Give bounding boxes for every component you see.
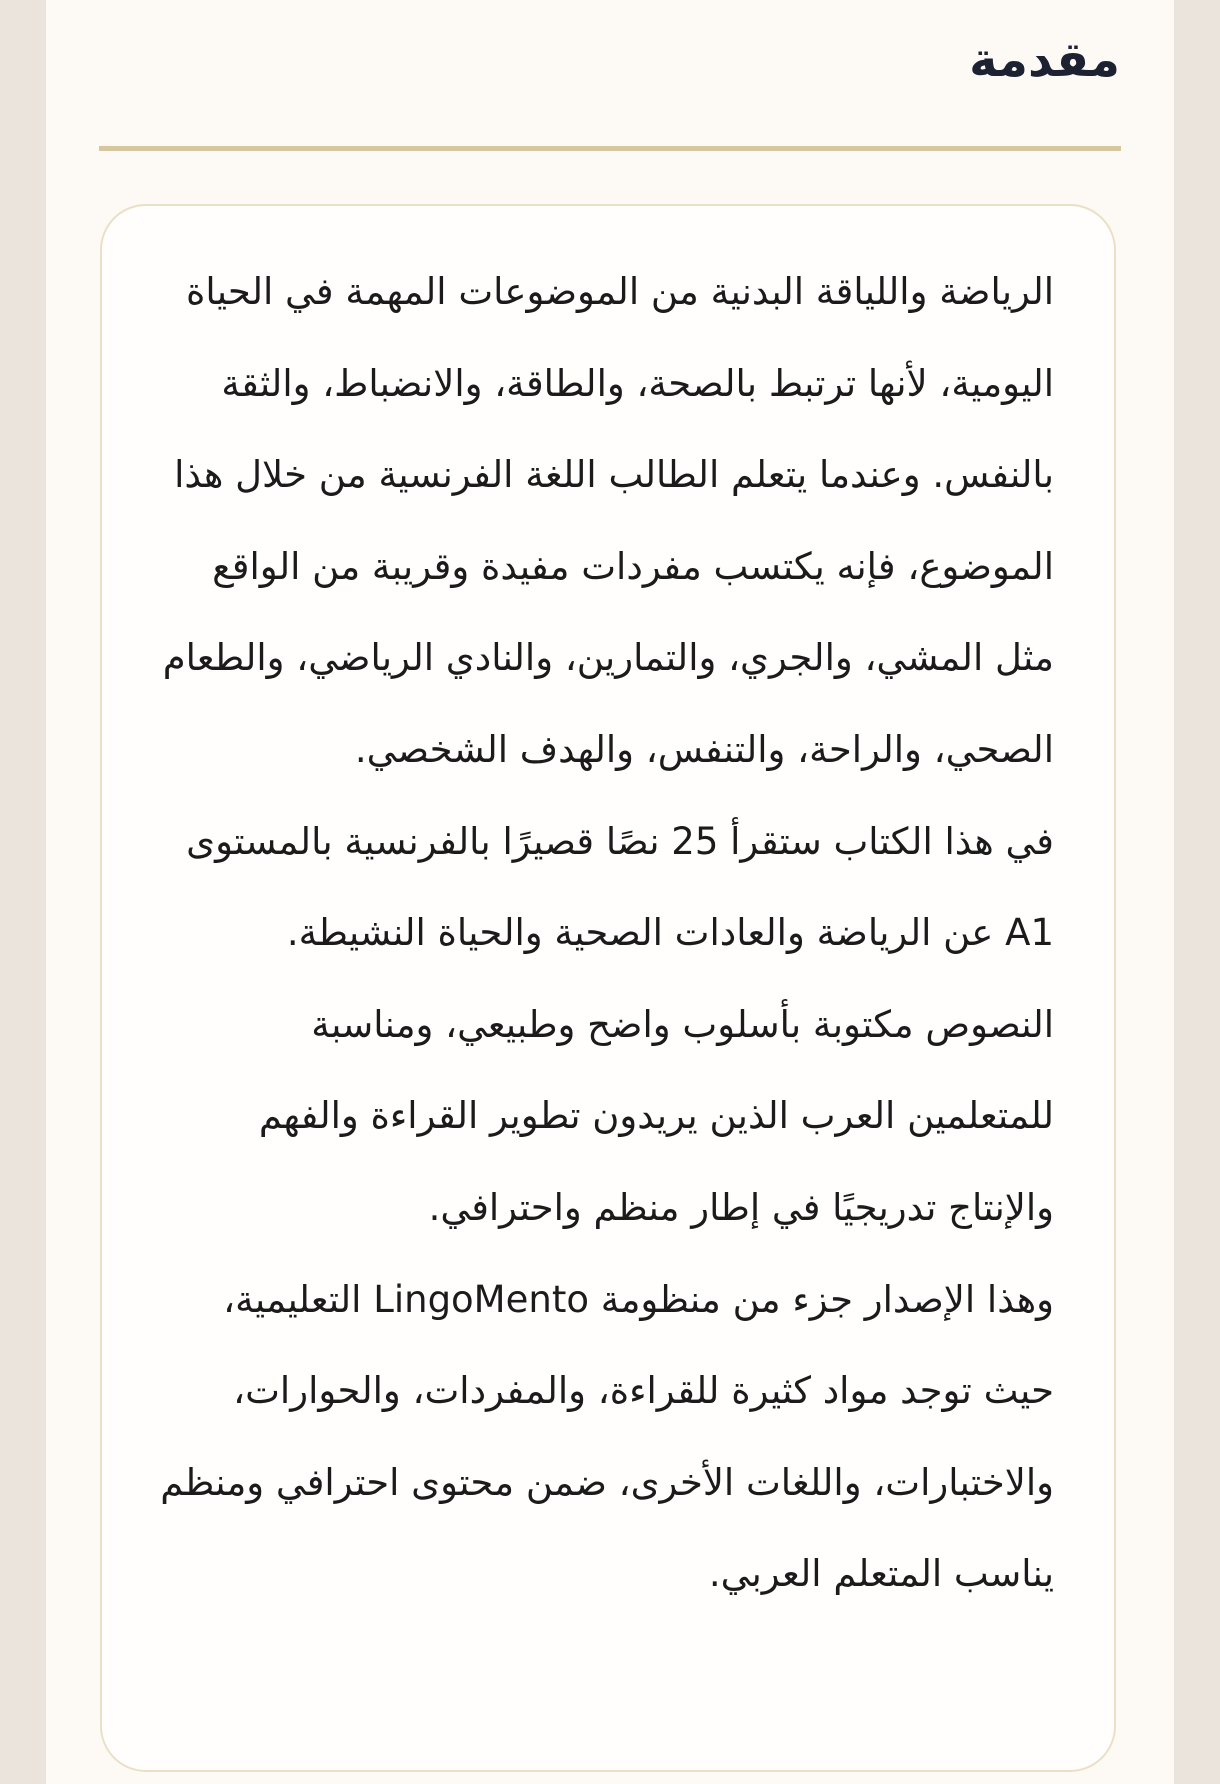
section-title: مقدمة	[969, 32, 1120, 88]
intro-text	[158, 246, 1054, 1620]
intro-paragraph-3: وهذا الإصدار جزء من منظومة LingoMento التعليمية، حيث توجد مواد كثيرة للقراءة، والمفردات، والحوارات، والاختبارات، واللغات الأخرى، ضمن محتوى احترافي ومنظم يناسب المتعلم العربي.	[160, 1277, 1054, 1596]
title-divider	[99, 146, 1121, 151]
intro-card	[100, 204, 1116, 1772]
document-page	[46, 0, 1174, 1784]
intro-paragraph-2: في هذا الكتاب ستقرأ 25 نصًا قصيرًا بالفرنسية بالمستوى A1 عن الرياضة والعادات الصحية والحياة النشيطة. النصوص مكتوبة بأسلوب واضح وطبيعي، ومناسبة للمتعلمين العرب الذين يريدون تطوير القراءة والفهم والإنتاج تدريجيًا في إطار منظم واحترافي.	[186, 819, 1054, 1229]
intro-paragraph-1: الرياضة واللياقة البدنية من الموضوعات المهمة في الحياة اليومية، لأنها ترتبط بالصحة، والطاقة، والانضباط، والثقة بالنفس. وعندما يتعلم الطالب اللغة الفرنسية من خلال هذا الموضوع، فإنه يكتسب مفردات مفيدة وقريبة من الواقع مثل المشي، والجري، والتمارين، والنادي الرياضي، والطعام الصحي، والراحة، والتنفس، والهدف الشخصي.	[162, 270, 1054, 771]
